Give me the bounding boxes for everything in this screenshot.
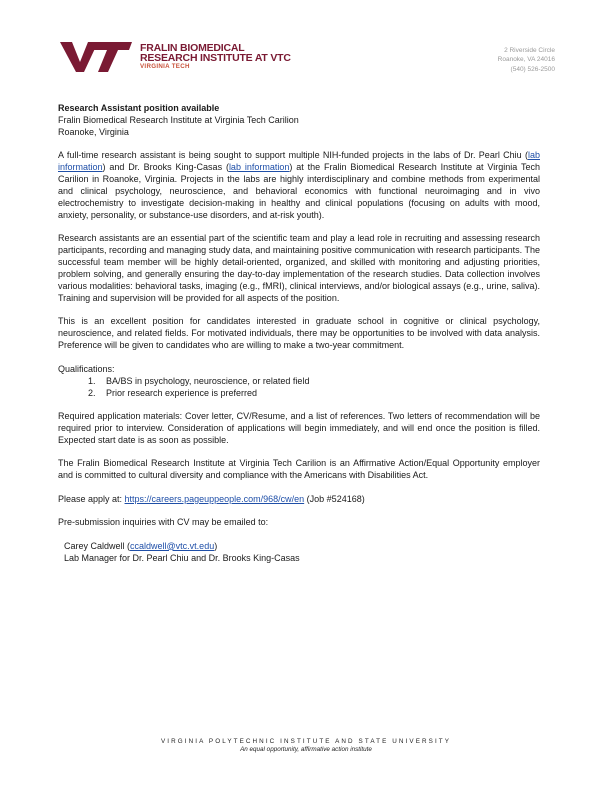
paragraph-eeo: The Fralin Biomedical Research Institute at Virginia Tech Carilion is an Affirmative Action/Equal Opportunity employer and is committed to cultural diversity and compliance with the Americans with Disabilities Act. — [58, 458, 540, 481]
contact-email-link[interactable]: ccaldwell@vtc.vt.edu — [130, 540, 215, 551]
footer-university: VIRGINIA POLYTECHNIC INSTITUTE AND STATE UNIVERSITY — [160, 738, 452, 745]
overview-text-b: ) and Dr. Brooks King-Casas ( — [102, 162, 229, 173]
apply-url-link[interactable]: https://careers.pageuppeople.com/968/cw/en — [124, 493, 305, 504]
paragraph-overview — [58, 150, 540, 221]
logo-line-2: RESEARCH INSTITUTE AT VTC — [140, 52, 291, 64]
job-number: (Job #524168) — [304, 493, 365, 504]
vt-logo-icon — [58, 40, 134, 74]
posting-title: Research Assistant position available — [58, 103, 220, 113]
paragraph-candidates: This is an excellent position for candidates interested in graduate school in cognitive or clinical psychology, neuroscience, and related fields. For motivated individuals, there may be opportunities to be involved with data analysis. Preference will be given to candidates who are willing to make a two-year commitment. — [58, 316, 540, 351]
contact-role: Lab Manager for Dr. Pearl Chiu and Dr. Brooks King-Casas — [64, 552, 300, 563]
logo-line-1: FRALIN BIOMEDICAL — [140, 42, 245, 54]
institute-logo — [58, 40, 291, 80]
overview-text-a: A full-time research assistant is being sought to support multiple NIH-funded projects in the labs of Dr. Pearl Chiu ( — [58, 150, 528, 161]
paragraph-materials: Required application materials: Cover letter, CV/Resume, and a list of references. Two letters of recommendation will be required prior to interview. Consideration of applications will begin immediately, and will end once the position is filled. Expected start date is as soon as possible. — [58, 411, 540, 445]
contact-name — [58, 541, 540, 553]
chiu-lab-link[interactable]: lab information — [58, 150, 540, 173]
qualifications-list — [58, 376, 540, 400]
posting-institute: Fralin Biomedical Research Institute at Virginia Tech Carilion — [58, 114, 299, 125]
footer-tagline: An equal opportunity, affirmative action institute — [240, 746, 372, 753]
address-phone: (540) 526-2500 — [510, 65, 555, 73]
posting-location: Roanoke, Virginia — [58, 126, 129, 137]
qualification-item: 1. BA/BS in psychology, neuroscience, or related field — [98, 376, 540, 388]
qualification-item: 2. Prior research experience is preferred — [98, 388, 540, 400]
qualifications-label: Qualifications: — [58, 363, 115, 374]
posting-body — [58, 103, 540, 565]
overview-text-c: ) at the Fralin Biomedical Research Institute at Virginia Tech Carilion in Roanoke, Virginia. Projects in the labs are highly interdisciplinary and combine methods from experimental and clinical psychology, neuroscience, and behavioral economics with functional neuroimaging and in vivo electrochemistry to investigate decision-making in healthy and clinical populations (focusing on adults with mood, anxiety, personality, or substance-use disorders, and at-risk youth). — [58, 162, 540, 220]
inquiries-line: Pre-submission inquiries with CV may be emailed to: — [58, 517, 269, 528]
apply-prefix: Please apply at: — [58, 493, 125, 504]
contact-name-text: Carey Caldwell ( — [64, 540, 131, 551]
paragraph-duties: Research assistants are an essential part of the scientific team and play a lead role in recruiting and assessing research participants, recording and managing study data, and maintaining positive communication with research participants. The successful team member will be highly detail-oriented, organized, and skilled with monitoring and adjusting priorities, problem solving, and generally ensuring the day-to-day implementation of the research studies. Data collection involves various modalities: behavioral tasks, imaging (e.g., fMRI), clinical interviews, and/or biological assays (e.g., urine, saliva). Training and supervision will be provided for all aspects of the position. — [58, 233, 540, 303]
address-street: 2 Riverside Circle — [504, 47, 555, 54]
page-footer — [0, 738, 612, 753]
king-casas-lab-link[interactable]: lab information — [228, 162, 290, 173]
address-city: Roanoke, VA 24016 — [497, 56, 555, 64]
apply-line — [58, 494, 540, 506]
contact-name-end: ) — [214, 540, 218, 551]
institute-address — [498, 46, 555, 74]
logo-line-3: VIRGINIA TECH — [140, 63, 190, 70]
